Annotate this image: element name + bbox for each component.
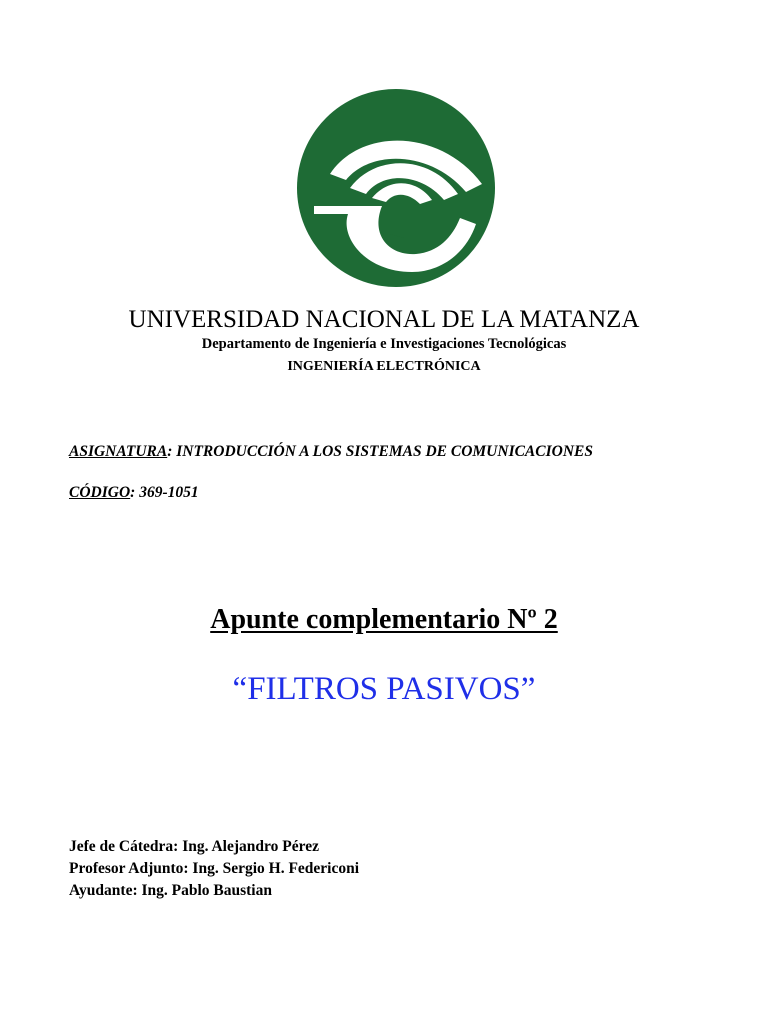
subject-value: : INTRODUCCIÓN A LOS SISTEMAS DE COMUNICACIONES	[167, 443, 593, 460]
code-value: : 369-1051	[130, 484, 199, 501]
staff-line: Ayudante: Ing. Pablo Baustian	[69, 882, 272, 899]
staff-line: Profesor Adjunto: Ing. Sergio H. Federiconi	[69, 860, 360, 877]
document-subtitle	[0, 604, 768, 636]
career-name: INGENIERÍA ELECTRÓNICA	[287, 359, 481, 374]
staff-line: Jefe de Cátedra: Ing. Alejandro Pérez	[69, 838, 319, 855]
university-logo-icon	[290, 88, 502, 288]
document-title: “FILTROS PASIVOS”	[232, 671, 536, 707]
subject-line	[69, 443, 593, 461]
university-name: UNIVERSIDAD NACIONAL DE LA MATANZA	[128, 306, 640, 333]
department-name: Departamento de Ingeniería e Investigaciones Tecnológicas	[201, 336, 567, 352]
code-label: CÓDIGO	[69, 484, 131, 501]
code-line	[69, 484, 199, 502]
subject-label: ASIGNATURA	[69, 443, 168, 460]
staff-list	[69, 836, 359, 902]
subtitle-text: Apunte complementario Nº 2	[210, 604, 558, 635]
